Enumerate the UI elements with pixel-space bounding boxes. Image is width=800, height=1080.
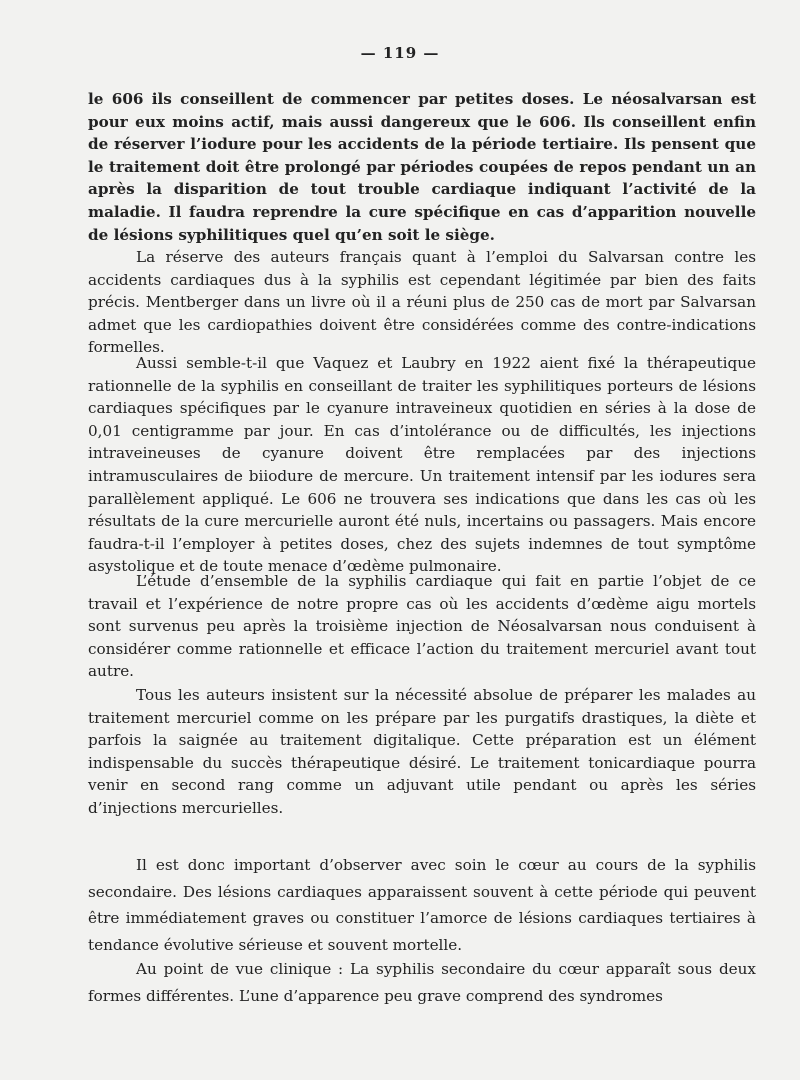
paragraph-text: Au point de vue clinique : La syphilis secondaire du cœur apparaît sous deux formes différentes. L’une d’apparence peu grave comprend des syndromes xyxy=(88,960,756,1005)
page-number: — 119 — xyxy=(360,44,440,62)
paragraph-6 xyxy=(88,852,756,958)
paragraph-text: La réserve des auteurs français quant à l’emploi du Salvarsan contre les accidents cardiaques dus à la syphilis est cependant légitimée par bien des faits précis. Mentberger dans un livre où il a réuni plus de 250 cas de mort par Salvarsan admet que les cardiopathies doivent être considérées comme des contre-indications formelles. xyxy=(88,248,756,357)
paragraph-3 xyxy=(88,352,756,578)
paragraph-text: Tous les auteurs insistent sur la nécessité absolue de préparer les malades au traitement mercuriel comme on les prépare par les purgatifs drastiques, la diète et parfois la saignée au traitement digitalique. Cette préparation est un élément indispensable du succès thérapeutique désiré. Le traitement tonicardiaque pourra venir en second rang comme un adjuvant utile pendant ou après les séries d’injections mercurielles. xyxy=(88,686,756,817)
paragraph-5 xyxy=(88,684,756,820)
paragraph-text: Aussi semble-t-il que Vaquez et Laubry en 1922 aient fixé la thérapeutique rationnelle de la syphilis en conseillant de traiter les syphilitiques porteurs de lésions cardiaques spécifiques par le cyanure intraveineux quotidien en séries à la dose de 0,01 centigramme par jour. En cas d’intolérance ou de difficultés, les injections intraveineuses de cyanure doivent être remplacées par des injections intramusculaires de biiodure de mercure. Un traitement intensif par les iodures sera parallèlement appliqué. Le 606 ne trouvera ses indications que dans les cas où les résultats de la cure mercurielle auront été nuls, incertains ou passagers. Mais encore faudra-t-il l’employer à petites doses, chez des sujets indemnes de tout symptôme asystolique et de toute menace d’œdème pulmonaire. xyxy=(88,354,756,576)
paragraph-1 xyxy=(88,88,756,246)
paragraph-text: Il est donc important d’observer avec soin le cœur au cours de la syphilis secondaire. Des lésions cardiaques apparaissent souvent à cette période qui peuvent être immédiatement graves ou constituer l’amorce de lésions cardiaques tertiaires à tendance évolutive sérieuse et souvent mortelle. xyxy=(88,856,756,954)
paragraph-text: L’étude d’ensemble de la syphilis cardiaque qui fait en partie l’objet de ce travail et l’expérience de notre propre cas où les accidents d’œdème aigu mortels sont survenus peu après la troisième injection de Néosalvarsan nous conduisent à considérer comme rationnelle et efficace l’action du traitement mercuriel avant tout autre. xyxy=(88,572,756,681)
paragraph-text: le 606 ils conseillent de commencer par petites doses. Le néosalvarsan est pour eux moins actif, mais aussi dangereux que le 606. Ils conseillent enfin de réserver l’iodure pour les accidents de la période tertiaire. Ils pensent que le traitement doit être prolongé par périodes coupées de repos pendant un an après la disparition de tout trouble cardiaque indiquant l’activité de la maladie. Il faudra reprendre la cure spécifique en cas d’apparition nouvelle de lésions syphilitiques quel qu’en soit le siège. xyxy=(88,90,756,244)
paragraph-4 xyxy=(88,570,756,683)
paragraph-2 xyxy=(88,246,756,359)
paragraph-7 xyxy=(88,956,756,1009)
